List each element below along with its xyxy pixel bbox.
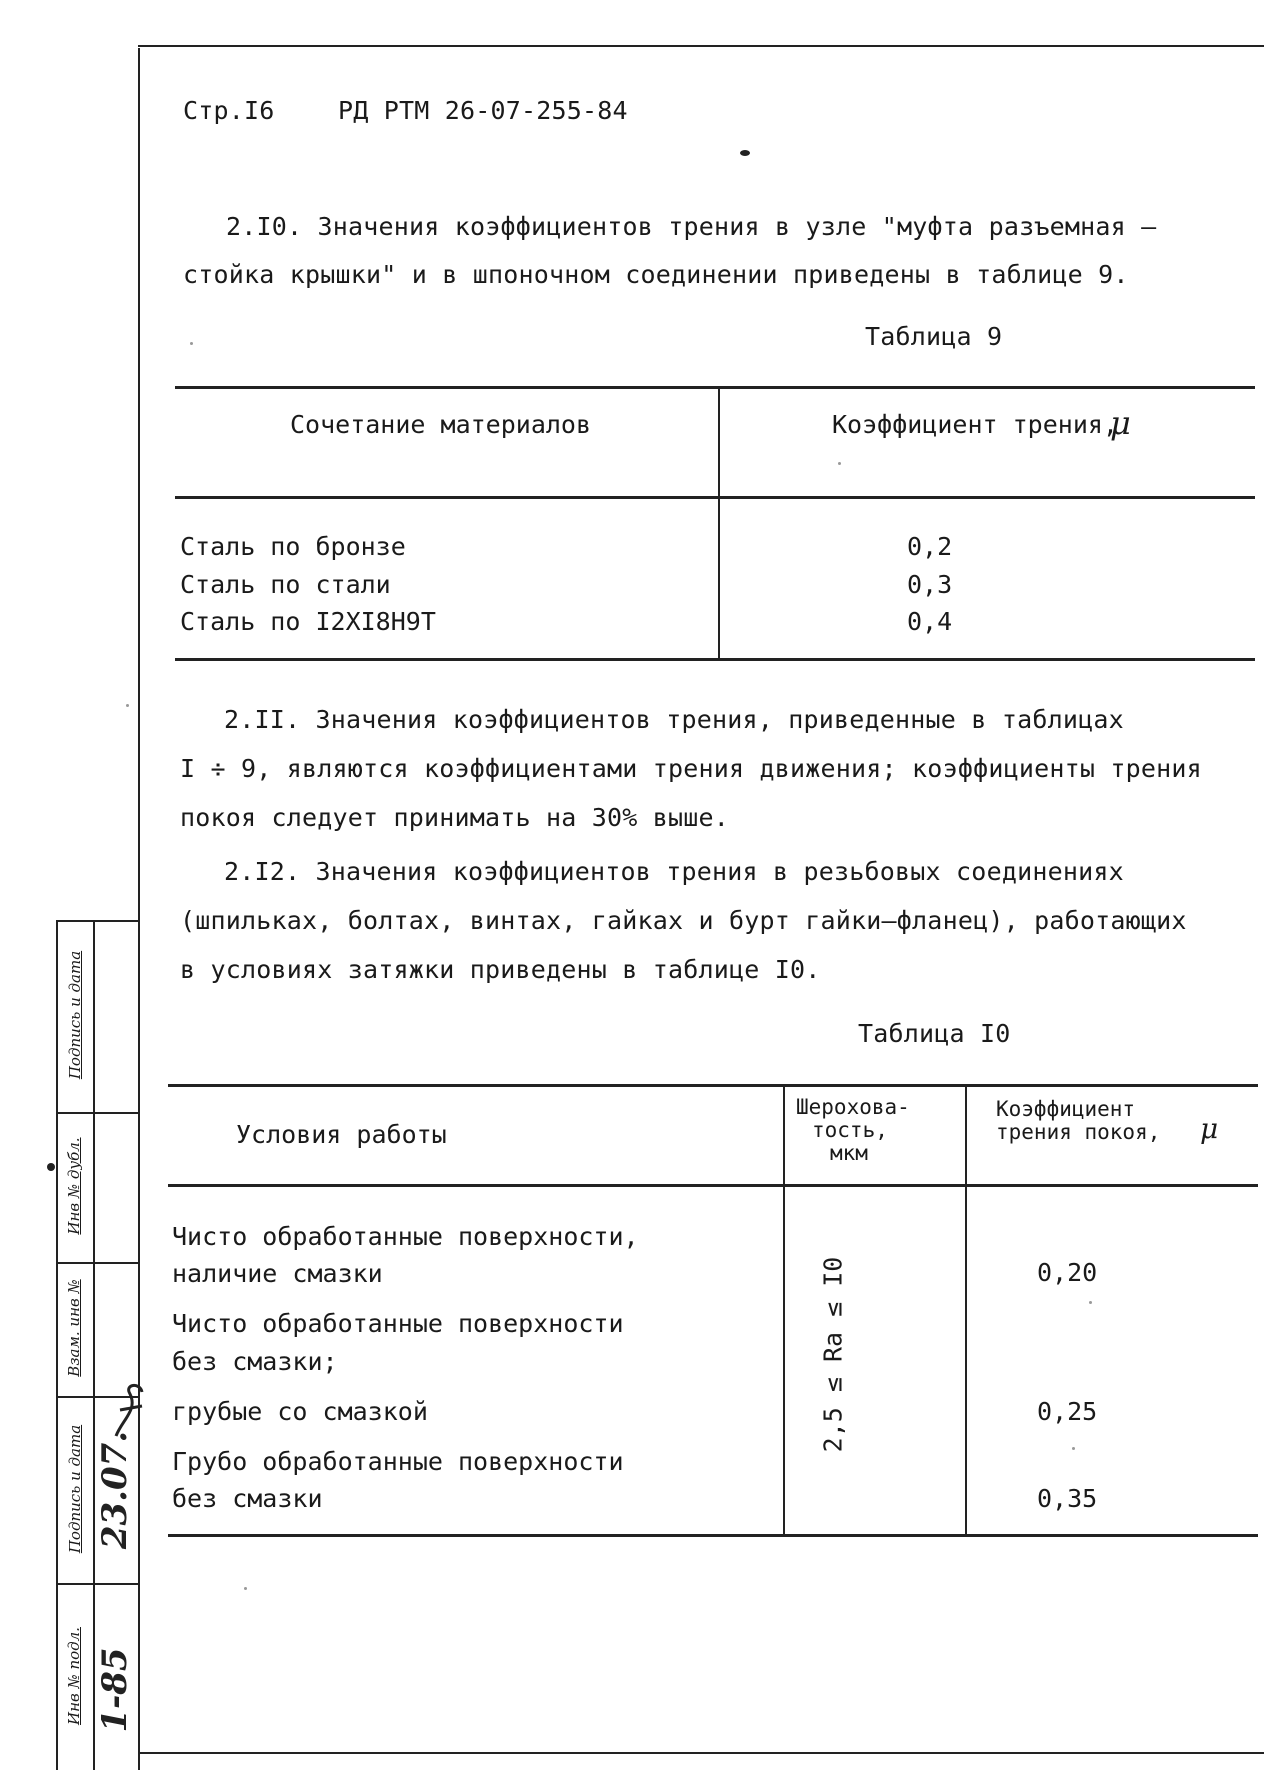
- page-frame-top: [138, 45, 1264, 47]
- para-2-12-line1: 2.I2. Значения коэффициентов трения в резьбовых соединениях: [224, 857, 1124, 886]
- stamp-label-orig-inv: Инв № подл.: [65, 1627, 83, 1725]
- stamp-row-divider: [56, 1112, 138, 1114]
- handwritten-inventory-number: 1-85: [95, 1647, 135, 1733]
- para-2-11-line1: 2.II. Значения коэффициентов трения, приведенные в таблицах: [224, 705, 1124, 734]
- handwritten-date: 23.07.: [95, 1430, 135, 1550]
- para-2-11-line2: I ÷ 9, являются коэффициентами трения движения; коэффициенты трения: [180, 754, 1202, 783]
- table9-mu-symbol: μ: [1110, 404, 1131, 442]
- table10-header-roughness-2: тость,: [812, 1118, 888, 1142]
- para-2-10-line1: 2.I0. Значения коэффициентов трения в узле "муфта разъемная –: [226, 212, 1157, 241]
- document-code: РД РТМ 26-07-255-84: [338, 96, 628, 125]
- page-frame-bottom: [138, 1752, 1264, 1754]
- table10-bottom-rule: [168, 1534, 1258, 1537]
- table10-header-friction-1: Коэффициент: [996, 1097, 1136, 1121]
- table10-row-line2: без смазки: [172, 1484, 323, 1513]
- table10-divider-1: [783, 1084, 785, 1536]
- para-2-10-line2: стойка крышки" и в шпоночном соединении приведены в таблице 9.: [183, 260, 1129, 289]
- table9-row-material: Сталь по I2XI8H9T: [180, 607, 436, 636]
- table9-row-material: Сталь по бронзе: [180, 532, 406, 561]
- stamp-outer-border: [56, 920, 58, 1770]
- scan-speck: [190, 342, 193, 345]
- scan-speck: [838, 462, 841, 465]
- table9-row-coefficient: 0,2: [907, 532, 953, 561]
- stamp-label-replace-inv: Взам. инв №: [65, 1279, 83, 1377]
- table10-header-friction-2: трения покоя,: [996, 1120, 1161, 1144]
- scan-speck: [244, 1587, 247, 1590]
- stamp-label-signature-date: Подпись и дата: [66, 950, 84, 1080]
- para-2-12-line2: (шпильках, болтах, винтах, гайках и бурт гайки–фланец), работающих: [180, 906, 1187, 935]
- scan-speck: [1072, 1447, 1075, 1450]
- table9-header-materials: Сочетание материалов: [290, 410, 592, 439]
- table9-header-coefficient: Коэффициент трения,: [832, 410, 1118, 439]
- table9-row-coefficient: 0,4: [907, 607, 953, 636]
- binding-hole-mark: [47, 1163, 55, 1171]
- table10-row-line2: наличие смазки: [172, 1259, 383, 1288]
- handwritten-signature: [112, 1380, 146, 1440]
- table10-row-line1: Грубо обработанные поверхности: [172, 1447, 624, 1476]
- stamp-label-dup-inv: Инв № дубл.: [65, 1137, 83, 1235]
- table10-row-coefficient: 0,25: [1037, 1397, 1098, 1426]
- ink-dot: [740, 150, 750, 156]
- table9-top-rule: [175, 386, 1255, 389]
- table9-header-rule: [175, 496, 1255, 499]
- page-number: Стр.I6: [183, 96, 275, 125]
- table10-row-line1: грубые со смазкой: [172, 1397, 428, 1426]
- table9-column-divider: [718, 386, 720, 660]
- para-2-11-line3: покоя следует принимать на 30% выше.: [180, 803, 730, 832]
- table10-header-roughness-1: Шерохова-: [796, 1095, 910, 1119]
- table10-header-conditions: Условия работы: [236, 1120, 447, 1149]
- stamp-row-divider: [56, 1262, 138, 1264]
- para-2-12-line3: в условиях затяжки приведены в таблице I0.: [180, 955, 821, 984]
- table10-row-line1: Чисто обработанные поверхности: [172, 1309, 624, 1338]
- table10-header-rule: [168, 1184, 1258, 1187]
- table10-divider-2: [965, 1084, 967, 1536]
- table9-row-material: Сталь по стали: [180, 570, 391, 599]
- table10-top-rule: [168, 1084, 1258, 1087]
- table10-row-coefficient: 0,20: [1037, 1258, 1098, 1287]
- table10-row-line2: без смазки;: [172, 1347, 338, 1376]
- page-frame-left: [138, 48, 140, 1770]
- scan-speck: [126, 704, 129, 707]
- table10-header-roughness-3: мкм: [830, 1141, 868, 1165]
- table10-row-line1: Чисто обработанные поверхности,: [172, 1222, 639, 1251]
- table9-row-coefficient: 0,3: [907, 570, 953, 599]
- table10-row-coefficient: 0,35: [1037, 1484, 1098, 1513]
- table9-caption: Таблица 9: [865, 322, 1003, 351]
- scan-speck: [1089, 1301, 1092, 1304]
- stamp-row-divider: [56, 1583, 138, 1585]
- table9-bottom-rule: [175, 658, 1255, 661]
- table10-roughness-range: 2,5 ≤ Ra ≤ I0: [818, 1256, 848, 1453]
- table10-caption: Таблица I0: [858, 1019, 1011, 1048]
- stamp-label-signature-date-2: Подпись и дата: [66, 1424, 84, 1554]
- table10-mu-symbol: μ: [1200, 1112, 1219, 1145]
